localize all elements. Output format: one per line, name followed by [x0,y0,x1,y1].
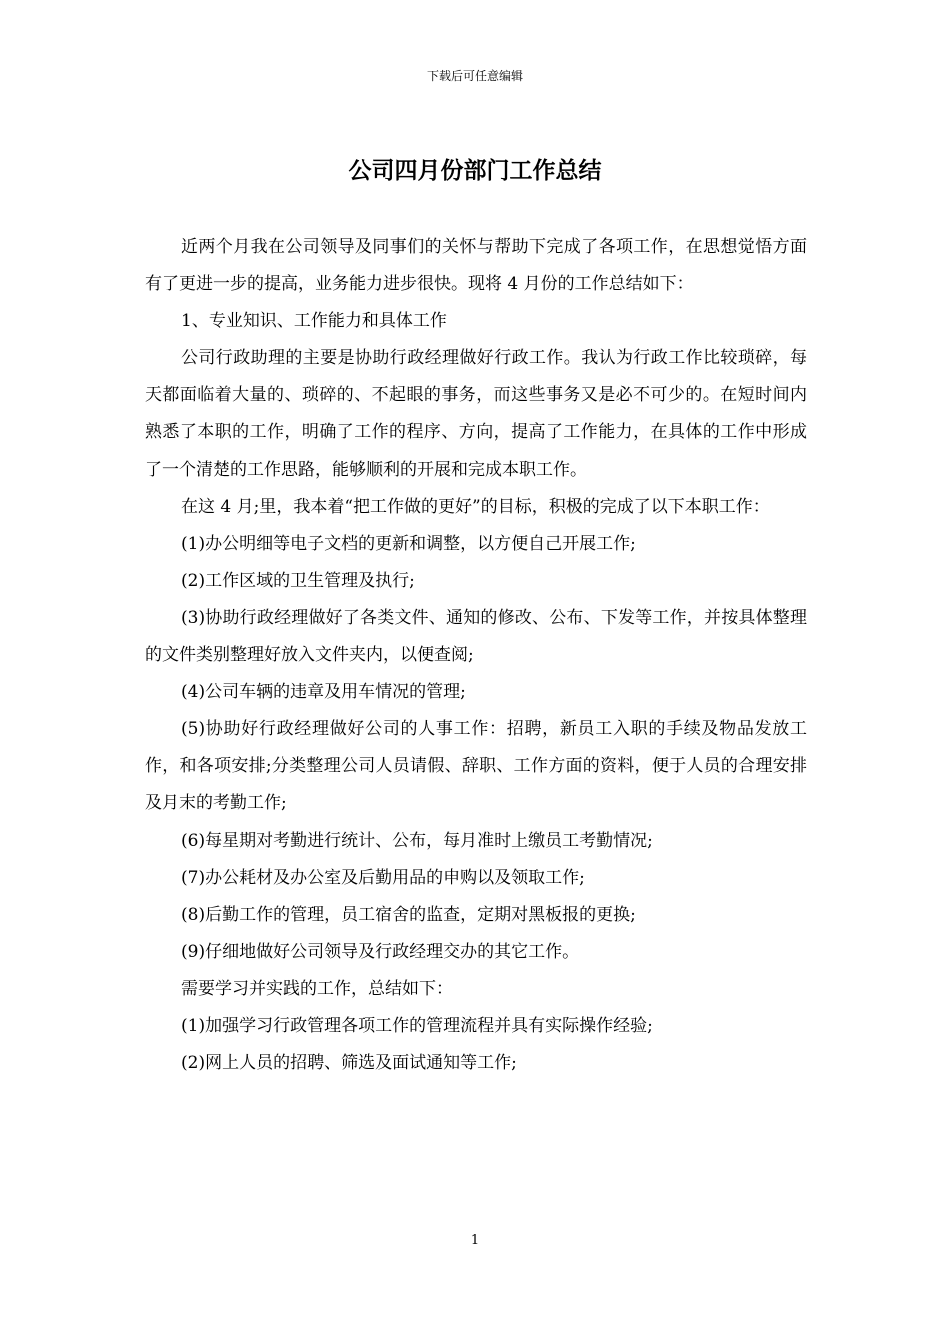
list-item: (7)办公耗材及办公室及后勤用品的申购以及领取工作; [181,867,585,888]
header-note: 下载后可任意编辑 [426,69,523,83]
list-item: (4)公司车辆的违章及用车情况的管理; [181,682,466,703]
section-heading: 1、专业知识、工作能力和具体工作 [181,311,447,332]
paragraph-intro: 近两个月我在公司领导及同事们的关怀与帮助下完成了各项工作，在思想觉悟方面有了更进一步的提高，业务能力进步很快。现将 4 月份的工作总结如下： [145,237,807,295]
list-item: (6)每星期对考勤进行统计、公布，每月准时上缴员工考勤情况; [181,830,653,851]
paragraph: 需要学习并实践的工作，总结如下： [181,978,453,999]
paragraph: 公司行政助理的主要是协助行政经理做好行政工作。我认为行政工作比较琐碎，每天都面临着大量的、琐碎的、不起眼的事务，而这些事务又是必不可少的。在短时间内熟悉了本职的工作，明确了工作的程序、方向，提高了工作能力，在具体的工作中形成了一个清楚的工作思路，能够顺利的开展和完成本职工作。 [145,348,807,480]
list-item: (1)办公明细等电子文档的更新和调整，以方便自己开展工作; [181,533,636,554]
page-number: 1 [470,1233,480,1248]
document-title: 公司四月份部门工作总结 [348,157,602,184]
list-item: (5)协助好行政经理做好公司的人事工作：招聘，新员工入职的手续及物品发放工作，和各项安排;分类整理公司人员请假、辞职、工作方面的资料，便于人员的合理安排及月末的考勤工作; [145,719,807,814]
paragraph: 在这 4 月;里，我本着“把工作做的更好”的目标，积极的完成了以下本职工作： [181,496,770,517]
list-item: (8)后勤工作的管理，员工宿舍的监查，定期对黑板报的更换; [181,904,636,925]
document-body [145,229,807,1082]
list-item: (3)协助行政经理做好了各类文件、通知的修改、公布、下发等工作，并按具体整理的文件类别整理好放入文件夹内，以便查阅; [145,607,807,666]
list-item: (9)仔细地做好公司领导及行政经理交办的其它工作。 [181,941,580,962]
list-item: (2)工作区域的卫生管理及执行; [181,570,415,591]
list-item: (1)加强学习行政管理各项工作的管理流程并具有实际操作经验; [181,1015,653,1036]
list-item: (2)网上人员的招聘、筛选及面试通知等工作; [181,1053,517,1074]
